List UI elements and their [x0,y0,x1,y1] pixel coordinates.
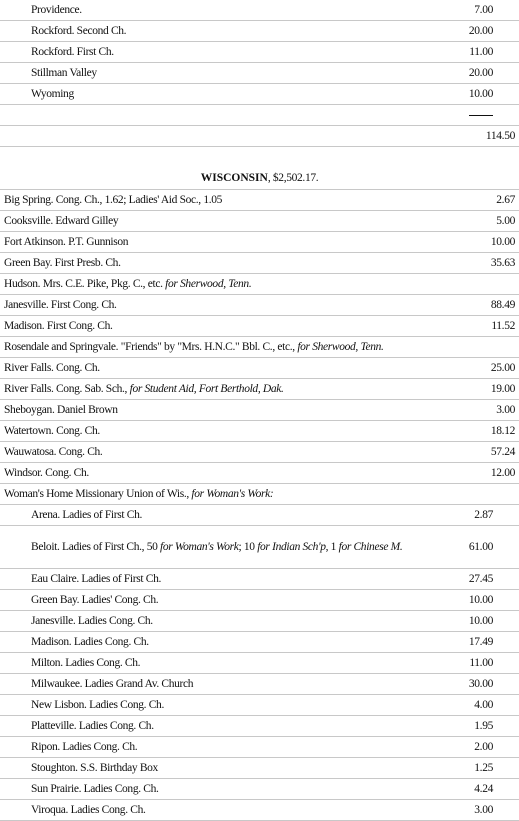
union-contribution-row [0,695,519,716]
amount: 7.00 [425,0,519,21]
contribution-row [0,190,519,211]
contributor-cell [0,358,455,379]
amount: 10.00 [455,590,519,611]
contributor-cell [0,232,455,253]
amount: 11.00 [455,653,519,674]
contributor-name: Milwaukee. Ladies Grand Av. Church [0,674,455,695]
contributor-cell [0,211,455,232]
contributor-name: Janesville. First Cong. Ch. [4,299,117,311]
amount: 5.00 [455,211,519,232]
union-contribution-row [0,737,519,758]
amount: 2.67 [455,190,519,211]
contributor-cell [0,442,455,463]
state-total: , $2,502.17. [267,172,319,184]
union-contribution-row [0,632,519,653]
contributor-cell [0,337,519,358]
total-row [0,126,519,147]
contributor-name: Wyoming [0,84,425,105]
contributor-name: Stillman Valley [0,63,425,84]
contribution-row [0,274,519,295]
contributor-name: Big Spring. Cong. Ch., 1.62; Ladies' Aid Soc., 1.05 [4,194,223,206]
contributor-cell [0,526,455,569]
contributor-name: Ripon. Ladies Cong. Ch. [0,737,455,758]
beloit-text-3: , 1 [325,540,339,553]
contributor-name: River Falls. Cong. Ch. [4,362,100,374]
contributor-cell [0,400,455,421]
amount: 35.63 [455,253,519,274]
union-contribution-row [0,569,519,590]
contributor-name: Green Bay. First Presb. Ch. [4,257,121,269]
contributor-name: New Lisbon. Ladies Cong. Ch. [0,695,455,716]
beloit-note-3: for Chinese M. [338,540,403,553]
contribution-row [0,0,519,21]
contributor-name: Hudson. Mrs. C.E. Pike, Pkg. C., etc. [4,278,166,290]
contributor-cell [0,295,455,316]
union-contribution-row-beloit [0,526,519,569]
contributor-name: Windsor. Cong. Ch. [4,467,89,479]
amount: 61.00 [455,526,519,569]
contributor-name: Madison. First Cong. Ch. [4,320,113,332]
union-name: Woman's Home Missionary Union of Wis., [4,488,192,500]
contributor-cell [0,379,455,400]
union-contribution-row [0,590,519,611]
union-contribution-row [0,505,519,526]
contributor-name: Madison. Ladies Cong. Ch. [0,632,455,653]
contributor-name: Stoughton. S.S. Birthday Box [0,758,455,779]
sum-rule-row [0,105,519,126]
amount: 25.00 [455,358,519,379]
amount: 10.00 [455,611,519,632]
contributor-name: Watertown. Cong. Ch. [4,425,100,437]
beloit-note-2: for Indian Sch'p [257,540,326,553]
section-total: 114.50 [425,126,519,147]
contribution-row [0,232,519,253]
contribution-row [0,400,519,421]
amount: 18.12 [455,421,519,442]
contribution-row [0,358,519,379]
contributor-name: Sun Prairie. Ladies Cong. Ch. [0,779,455,800]
amount: 30.00 [455,674,519,695]
union-contribution-row [0,779,519,800]
contributor-cell [0,421,455,442]
amount: 11.00 [425,42,519,63]
amount: 19.00 [455,379,519,400]
contributor-name: Fort Atkinson. P.T. Gunnison [4,236,129,248]
amount: 2.00 [455,737,519,758]
amount: 4.00 [455,695,519,716]
amount: 11.52 [455,316,519,337]
amount: 3.00 [455,800,519,821]
amount: 88.49 [455,295,519,316]
amount: 20.00 [425,21,519,42]
contributor-cell [0,274,519,295]
contribution-row [0,442,519,463]
amount: 2.87 [455,505,519,526]
contribution-row [0,316,519,337]
designation-note: for Sherwood, Tenn. [165,278,252,290]
contribution-row [0,21,519,42]
contributor-cell [0,253,455,274]
contributor-name: Wauwatosa. Cong. Ch. [4,446,103,458]
contribution-row [0,337,519,358]
contribution-row [0,295,519,316]
contribution-row [0,84,519,105]
union-contribution-row [0,800,519,821]
amount: 1.95 [455,716,519,737]
amount: 4.24 [455,779,519,800]
contributor-name: Sheboygan. Daniel Brown [4,404,118,416]
sum-rule [469,115,493,116]
contributor-name: Providence. [0,0,425,21]
union-note: for Woman's Work: [191,488,274,500]
contribution-row [0,211,519,232]
contributor-name: Platteville. Ladies Cong. Ch. [0,716,455,737]
contributor-name: Rockford. First Ch. [0,42,425,63]
wisconsin-table [0,167,519,821]
union-heading-row [0,484,519,505]
contributor-name: Eau Claire. Ladies of First Ch. [0,569,455,590]
contributor-cell [0,316,455,337]
contribution-row [0,63,519,84]
beloit-text-2: ; 10 [238,540,258,553]
contributor-name: Cooksville. Edward Gilley [4,215,119,227]
contribution-row [0,42,519,63]
union-contribution-row [0,716,519,737]
contributor-name: Rosendale and Springvale. "Friends" by "Mrs. H.N.C." Bbl. C., etc., [4,341,298,353]
state-name: WISCONSIN [200,172,268,184]
designation-note: for Student Aid, Fort Berthold, Dak. [129,383,284,395]
amount: 20.00 [425,63,519,84]
amount: 57.24 [455,442,519,463]
amount: 1.25 [455,758,519,779]
amount: 10.00 [455,232,519,253]
contributor-name: Janesville. Ladies Cong. Ch. [0,611,455,632]
amount: 27.45 [455,569,519,590]
union-contribution-row [0,653,519,674]
amount: 3.00 [455,400,519,421]
union-contribution-row [0,674,519,695]
contributor-cell [0,190,455,211]
contributor-name: Milton. Ladies Cong. Ch. [0,653,455,674]
contribution-row [0,463,519,484]
section-heading [0,167,519,190]
union-contribution-row [0,758,519,779]
amount: 12.00 [455,463,519,484]
amount: 10.00 [425,84,519,105]
contributor-name: River Falls. Cong. Sab. Sch., [4,383,130,395]
amount: 17.49 [455,632,519,653]
contribution-row [0,421,519,442]
beloit-note-1: for Woman's Work [160,540,239,553]
contribution-row [0,379,519,400]
contributor-name: Viroqua. Ladies Cong. Ch. [0,800,455,821]
contribution-row [0,253,519,274]
beloit-text-1: Beloit. Ladies of First Ch., 50 [31,540,161,553]
contributor-name: Arena. Ladies of First Ch. [0,505,455,526]
designation-note: for Sherwood, Tenn. [297,341,384,353]
top-contributions-table [0,0,519,147]
contributor-name: Green Bay. Ladies' Cong. Ch. [0,590,455,611]
contributor-cell [0,463,455,484]
contributor-name: Rockford. Second Ch. [0,21,425,42]
union-contribution-row [0,611,519,632]
